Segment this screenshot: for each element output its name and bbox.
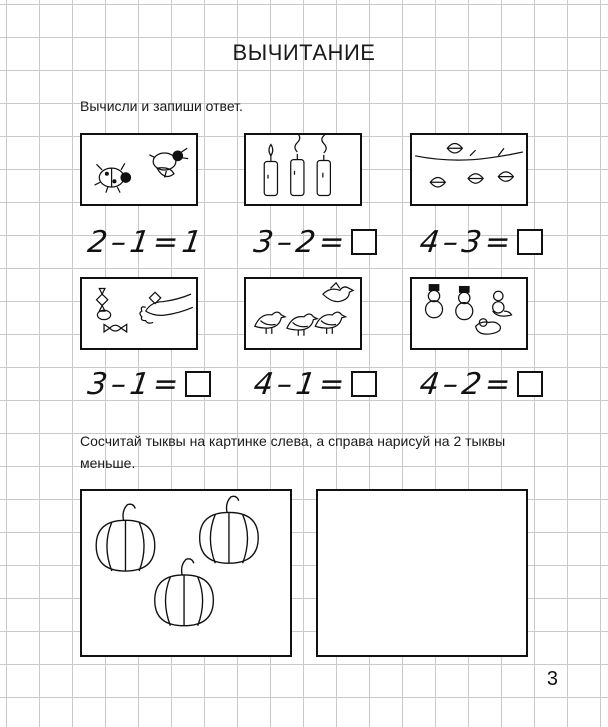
subtrahend: 2 xyxy=(459,366,484,402)
instruction-pumpkins: Сосчитай тыквы на картинке слева, а справа нарисуй на 2 тыквы меньше. xyxy=(80,433,506,471)
minuend: 3 xyxy=(251,224,276,260)
instruction-calculate: Вычисли и запиши ответ. xyxy=(80,98,243,114)
answer-box[interactable] xyxy=(517,371,543,397)
picture-candles xyxy=(244,133,362,206)
subtrahend: 3 xyxy=(459,224,484,260)
subtrahend: 2 xyxy=(293,224,318,260)
equals-sign: = xyxy=(316,366,347,402)
equals-sign: = xyxy=(150,224,181,260)
minuend: 4 xyxy=(251,366,276,402)
minus-sign: – xyxy=(274,224,295,260)
subtrahend: 1 xyxy=(127,224,152,260)
minus-sign: – xyxy=(274,366,295,402)
birds-illustration xyxy=(246,279,360,348)
pumpkin-icon xyxy=(200,496,259,563)
equals-sign: = xyxy=(150,366,181,402)
minuend: 4 xyxy=(417,366,442,402)
minuend: 2 xyxy=(85,224,110,260)
picture-pumpkins xyxy=(80,489,292,657)
minus-sign: – xyxy=(108,224,129,260)
page-number: 3 xyxy=(546,668,558,690)
answer-box[interactable] xyxy=(351,371,377,397)
minus-sign: – xyxy=(108,366,129,402)
page-title: ВЫЧИТАНИЕ xyxy=(232,40,376,65)
equals-sign: = xyxy=(482,224,513,260)
picture-birds xyxy=(244,277,362,350)
minuend: 4 xyxy=(417,224,442,260)
equation-5 xyxy=(251,366,379,402)
subtrahend: 1 xyxy=(293,366,318,402)
minus-sign: – xyxy=(440,366,461,402)
branch-leaves-illustration xyxy=(412,135,526,204)
picture-snowmen xyxy=(410,277,528,350)
equals-sign: = xyxy=(482,366,513,402)
equation-2 xyxy=(251,224,379,260)
equation-1 xyxy=(85,224,203,260)
answer-box[interactable] xyxy=(351,229,377,255)
answer-box[interactable] xyxy=(517,229,543,255)
pumpkin-icon xyxy=(96,504,155,571)
answer-box[interactable] xyxy=(185,371,211,397)
candies-hand-illustration xyxy=(82,279,196,348)
equation-4 xyxy=(85,366,213,402)
bugs-illustration xyxy=(82,135,196,204)
picture-branch-leaves xyxy=(410,133,528,206)
drawing-area[interactable] xyxy=(316,489,528,657)
pumpkin-icon xyxy=(155,559,214,626)
picture-candies-hand xyxy=(80,277,198,350)
subtrahend: 1 xyxy=(127,366,152,402)
answer-written: 1 xyxy=(179,224,204,260)
equation-3 xyxy=(417,224,545,260)
minus-sign: – xyxy=(440,224,461,260)
equals-sign: = xyxy=(316,224,347,260)
equation-6 xyxy=(417,366,545,402)
snowmen-illustration xyxy=(412,279,526,348)
minuend: 3 xyxy=(85,366,110,402)
pumpkins-illustration xyxy=(82,491,290,655)
picture-bugs xyxy=(80,133,198,206)
candles-illustration xyxy=(246,135,360,204)
